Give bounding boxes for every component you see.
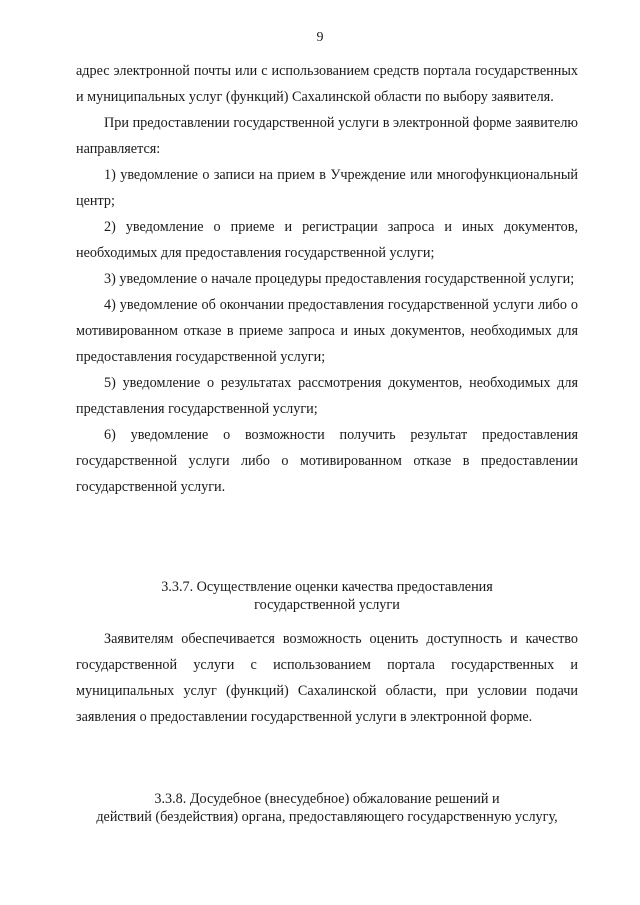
body-text-section-1 <box>76 58 578 500</box>
paragraph: адрес электронной почты или с использованием средств портала государственных и муниципальных услуг (функций) Сахалинской области по выбору заявителя. <box>76 63 578 105</box>
heading-line: государственной услуги <box>254 597 400 613</box>
heading-line: действий (бездействия) органа, предоставляющего государственную услугу, <box>96 809 558 825</box>
section-heading-3-3-7 <box>76 578 578 614</box>
body-text-section-2 <box>76 626 578 730</box>
heading-line: 3.3.7. Осуществление оценки качества предоставления <box>161 579 493 595</box>
section-heading-3-3-8 <box>56 790 598 826</box>
paragraph: Заявителям обеспечивается возможность оценить доступность и качество государственной услуги с использованием портала государственных и муниципальных услуг (функций) Сахалинской области, при условии подачи заявления о предоставлении государственной услуги в электронной форме. <box>76 631 578 725</box>
list-item: 4) уведомление об окончании предоставления государственной услуги либо о мотивированном отказе в приеме запроса и иных документов, необходимых для предоставления государственной услуги; <box>76 297 578 365</box>
page-number: 9 <box>316 30 324 45</box>
list-item: 5) уведомление о результатах рассмотрения документов, необходимых для представления государственной услуги; <box>76 375 578 417</box>
list-item: 6) уведомление о возможности получить результат предоставления государственной услуги либо о мотивированном отказе в предоставлении государственной услуги. <box>76 427 578 495</box>
heading-line: 3.3.8. Досудебное (внесудебное) обжалование решений и <box>154 791 500 807</box>
paragraph: При предоставлении государственной услуги в электронной форме заявителю направляется: <box>76 115 578 157</box>
list-item: 2) уведомление о приеме и регистрации запроса и иных документов, необходимых для предоставления государственной услуги; <box>76 219 578 261</box>
list-item: 3) уведомление о начале процедуры предоставления государственной услуги; <box>104 271 575 287</box>
list-item: 1) уведомление о записи на прием в Учреждение или многофункциональный центр; <box>76 167 578 209</box>
